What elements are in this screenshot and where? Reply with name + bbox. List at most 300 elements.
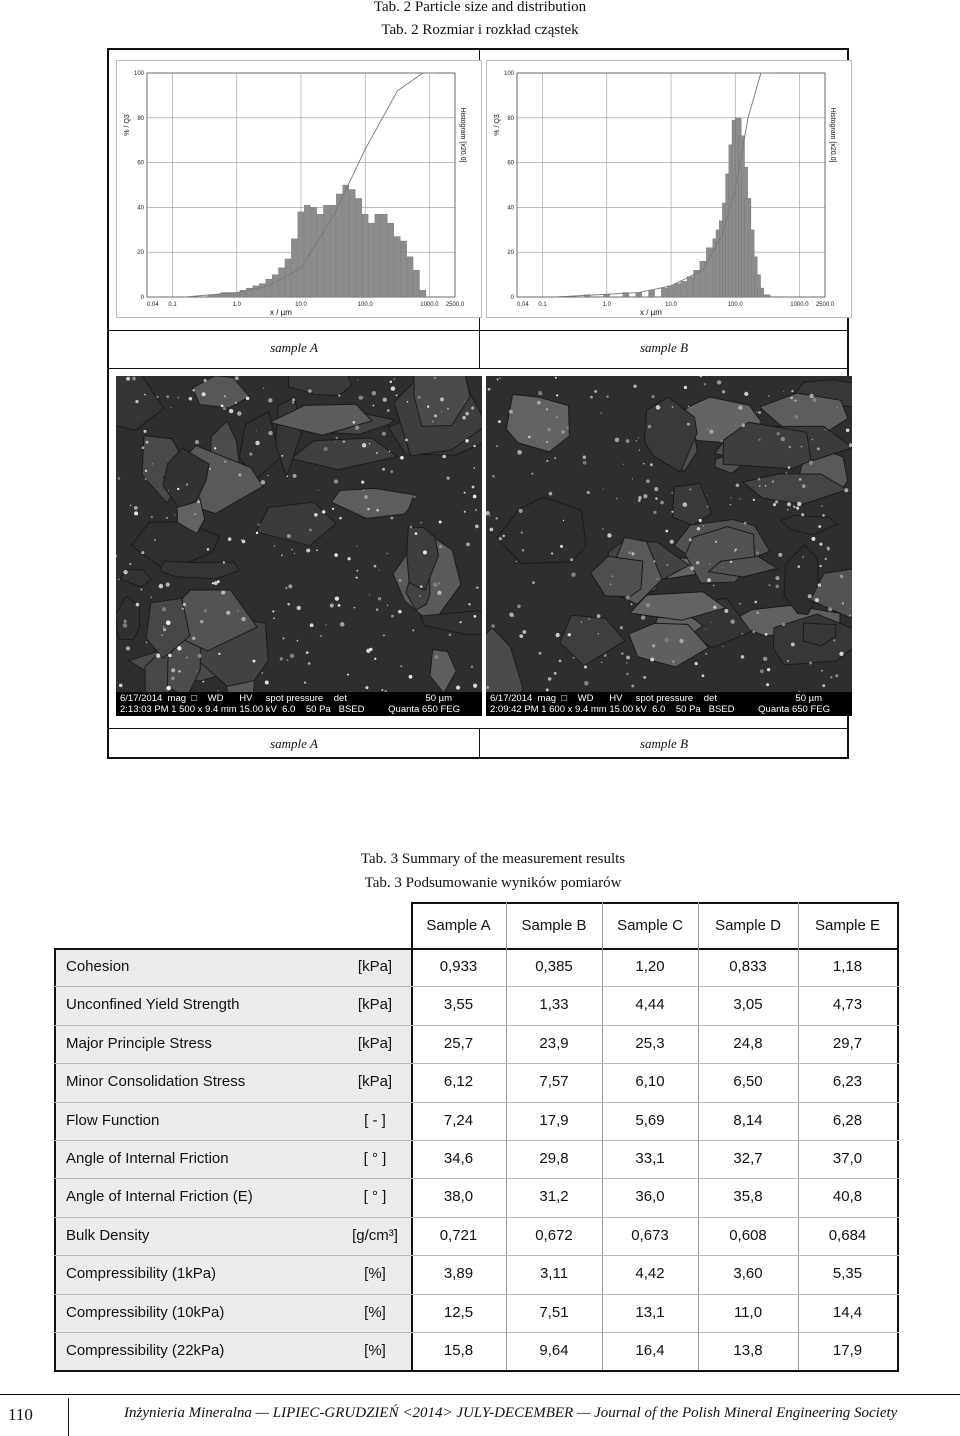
sem-speck [492,475,495,478]
sem-speck [374,565,377,568]
sem-speck [649,576,650,577]
sem-speck [594,390,597,393]
table-cell: 36,0 [635,1188,665,1206]
sem-speck [334,553,338,557]
sem-speck [151,516,153,518]
table-cell: 0,721 [439,1226,478,1244]
sem-speck [772,480,774,482]
sem-speck [214,581,218,585]
sem-speck [773,503,776,506]
sem-speck [687,423,690,426]
table-cell: 17,9 [832,1342,863,1359]
sem-speck [561,430,564,433]
sem-speck [475,509,477,511]
sem-speck [274,545,275,546]
sem-speck [568,633,571,636]
sem-speck [407,401,409,403]
sem-speck [606,395,608,397]
sem-speck [756,551,759,554]
sem-speck [799,478,802,481]
sem-speck [441,411,442,412]
sem-speck [603,489,604,490]
sem-speck [224,460,226,462]
table-cell: 14,4 [832,1303,863,1321]
sem-speck [500,377,501,378]
row-label: Unconfined Yield Strength [66,996,240,1014]
sem-speck [166,583,170,587]
sem-speck [137,417,138,418]
table-cell: 5,69 [635,1111,665,1129]
y-tick-label: 40 [507,205,514,212]
sem-speck [145,478,147,480]
sem-speck [849,615,851,617]
sem-speck [846,429,850,433]
sem-speck [168,490,169,491]
histogram-bar [356,198,362,297]
sem-speck [531,473,533,475]
sem-speck [353,421,355,423]
sem-speck [166,517,168,519]
table-cell: 29,7 [832,1034,863,1052]
tab2-divider [109,368,847,369]
row-label: Compressibility (10kPa) [66,1303,225,1321]
sem-speck [672,406,674,408]
histogram-bar [381,214,387,297]
sem-speck [652,644,655,647]
sem-speck [830,676,832,678]
table-cell: 3,89 [443,1265,474,1283]
sem-speck [160,606,161,607]
sem-speck [237,610,239,612]
sem-speck [362,443,366,447]
sem-speck [281,554,283,556]
histogram-bar [636,293,642,297]
sem-speck [609,583,611,585]
sem-speck [398,610,402,614]
sem-speck [600,412,602,414]
sem-speck [118,578,120,580]
sem-speck [287,534,291,538]
x-tick-label: 100.0 [357,302,373,308]
sem-speck [670,540,674,544]
sem-speck [332,508,334,510]
histogram-bar [259,284,265,297]
sem-speck [144,430,147,433]
table-cell: 40,8 [832,1188,863,1206]
sem-speck [285,587,287,589]
y-tick-label: 0 [510,295,514,301]
sem-speck [142,446,145,449]
row-unit: [kPa] [357,1073,393,1091]
sem-speck [641,615,645,619]
sem-speck [162,607,166,611]
histogram-bar [420,290,426,297]
sem-speck [646,603,650,607]
sem-speck [263,388,264,389]
sem-speck [765,633,768,636]
sem-speck [498,420,501,423]
sem-speck [152,463,154,465]
sem-speck [713,606,716,609]
sem-speck [570,558,573,561]
table-cell: 34,6 [443,1150,474,1167]
sem-speck [235,376,239,380]
sem-speck [369,594,371,596]
sem-speck [291,549,293,551]
sem-speck [268,398,272,402]
sem-speck [156,396,158,398]
sem-speck [229,409,233,413]
sem-speck [742,523,743,524]
sem-speck [717,380,721,384]
table-cell: 7,57 [539,1073,569,1091]
sem-speck [146,642,148,644]
sem-speck [118,477,121,480]
table-cell: 8,14 [733,1111,763,1129]
sem-speck [213,400,214,401]
sem-speck [815,598,819,602]
sem-speck [214,447,216,449]
sem-speck [818,583,821,586]
sem-speck [643,494,647,498]
sem-speck [355,425,360,430]
sem-speck [683,502,688,507]
histogram-bar [758,288,764,297]
x-axis-label: x / µm [640,308,662,317]
sem-speck [356,577,358,579]
sem-speck [768,584,770,586]
sem-speck [643,676,646,679]
sem-speck [702,674,705,677]
histogram-bar [272,275,278,297]
sem-speck [638,437,639,438]
sem-speck [237,411,242,416]
sem-speck [126,646,130,650]
sem-speck [389,451,390,452]
sem-speck [775,585,778,588]
sem-speck [671,492,673,494]
sem-speck [163,626,165,628]
sem-speck [421,522,422,523]
histogram-bar [687,277,693,297]
sem-speck [607,533,611,537]
histogram-bar [279,268,285,297]
sem-speck [775,500,778,503]
sem-speck [170,407,171,408]
row-label: Flow Function [66,1111,160,1129]
table-cell: 6,10 [635,1073,665,1091]
sem-speck [768,395,770,397]
sem-speck [476,587,478,589]
histogram-bar [368,223,374,297]
sem-speck [464,492,466,494]
x-tick-label: 0.1 [168,302,177,308]
sem-speck [837,407,839,409]
sem-speck [293,474,297,478]
row-label: Minor Consolidation Stress [66,1073,246,1091]
sem-image-a [116,376,482,716]
sem-speck [778,553,782,557]
sem-speck [186,657,187,658]
sem-speck [177,397,179,399]
sem-speck [509,613,513,617]
sem-speck [447,408,449,410]
sem-speck [473,615,476,618]
sem-speck [382,432,386,436]
sem-speck [744,392,748,396]
sem-info-row1: 6/17/2014 mag □ WD HV spot pressure det [490,693,717,704]
sem-speck [758,478,761,481]
sem-speck [156,654,160,658]
sem-speck [197,654,201,658]
sem-speck [136,603,140,607]
sem-speck [464,401,465,402]
sem-speck [405,438,408,441]
sem-speck [688,406,690,408]
sem-speck [354,607,356,609]
histogram-bar [661,288,667,297]
footer-journal [124,1405,897,1422]
sem-speck [689,538,692,541]
table-cell: 3,05 [733,996,763,1014]
sem-speck [123,570,127,574]
sem-speck [338,604,341,607]
sem-speck [653,511,656,514]
sem-speck [528,436,530,438]
sem-speck [369,648,372,651]
table-cell: 16,4 [635,1342,665,1359]
sem-speck [796,507,799,510]
sem-speck [309,529,312,532]
histogram-bar [253,286,259,297]
sem-speck [604,654,607,657]
histogram-bar [214,295,220,297]
sem-speck [665,530,668,533]
sem-speck [439,545,443,549]
sem-speck [822,684,825,687]
histogram-bar [285,259,291,297]
sem-speck [546,408,548,410]
sem-speck [287,659,289,661]
sem-scale-label: 50 µm [425,693,452,704]
sem-speck [200,620,203,623]
sem-speck [273,617,275,619]
sem-speck [141,551,144,554]
sem-speck [322,510,325,513]
row-divider [54,1217,899,1218]
histogram-bar [330,205,336,297]
page-number: 110 [8,1405,33,1424]
row-unit: [%] [364,1265,386,1283]
sem-speck [842,602,844,604]
sem-speck [166,686,171,691]
sem-speck [793,506,796,509]
histogram-bar [234,293,240,297]
sem-speck [626,656,630,660]
sem-speck [707,578,711,582]
sem-speck [775,576,779,580]
x-tick-label: 0.04 [517,302,529,308]
sem-speck [242,540,246,544]
sem-speck [192,637,195,640]
sem-speck [786,472,787,473]
sem-speck [202,681,204,683]
sem-speck [590,396,593,399]
sem-speck [314,513,318,517]
sem-speck [378,597,381,600]
sem-speck [519,634,523,638]
histogram-bar [674,284,680,297]
row-unit: [ ° ] [363,1150,387,1167]
sem-speck [456,686,460,690]
sem-speck [163,628,166,631]
sem-speck [418,396,421,399]
sem-speck [551,552,553,554]
sem-speck [820,565,822,567]
sem-speck [154,539,155,540]
y-tick-label: 60 [507,160,514,167]
sem-speck [256,532,258,534]
table-cell: 0,608 [729,1226,767,1244]
row-divider [54,1294,899,1295]
sem-speck [365,686,368,689]
sem-speck [598,633,599,634]
sem-speck [738,405,742,409]
sem-speck [503,535,505,537]
sem-speck [571,572,575,576]
sem-speck [522,549,525,552]
sem-speck [347,674,349,676]
sem-speck [379,570,380,571]
sem-speck [707,506,709,508]
sem-speck [304,682,306,684]
sem-speck [161,634,163,636]
sem-speck [471,406,474,409]
sem-speck [794,399,796,401]
psd-chart-a [116,60,482,318]
sem-speck [741,423,745,427]
sem-speck [496,445,498,447]
column-header: Sample C [617,917,683,934]
sem-speck [760,669,764,673]
sem-speck [197,501,200,504]
table-cell: 3,11 [539,1265,569,1283]
sem-texture-a [116,376,482,692]
histogram-bar [336,194,342,297]
sem-speck [316,393,317,394]
sem-speck [168,654,172,658]
sem-speck [709,563,711,565]
sem-speck [387,553,388,554]
table-cell: 15,8 [443,1342,474,1359]
sem-speck [584,681,588,685]
sem-speck [287,475,289,477]
sem-speck [135,400,138,403]
sem-speck [316,549,318,551]
sem-speck [736,484,740,488]
sem-info-row1: 6/17/2014 mag □ WD HV spot pressure det [120,693,347,704]
table-cell: 6,23 [832,1073,863,1091]
sem-speck [787,660,789,662]
sem-speck [336,437,338,439]
sem-speck [827,548,829,550]
sem-speck [626,439,630,443]
sem-speck [171,668,175,672]
sem-speck [459,621,461,623]
sem-speck [735,548,737,550]
sem-speck [809,394,813,398]
sem-speck [696,561,699,564]
sem-speck [265,680,269,684]
sem-speck [813,398,817,402]
y-tick-label: 60 [137,160,144,167]
sem-speck [324,447,328,451]
y-tick-label: 20 [507,250,514,257]
sem-speck [473,684,477,688]
sem-speck [724,609,728,613]
sem-speck [119,684,122,687]
table-cell: 33,1 [635,1150,665,1167]
sem-caption-a: sample A [270,736,318,751]
column-header: Sample D [715,917,781,934]
histogram-bar [394,237,400,297]
sem-speck [556,416,557,417]
row-unit: [kPa] [357,996,393,1014]
sem-speck [423,550,427,554]
sem-speck [790,397,793,400]
y-tick-label: 40 [137,205,144,212]
sem-speck [218,653,220,655]
sem-speck [361,480,364,483]
sem-speck [167,459,168,460]
sem-speck [833,639,835,641]
sem-speck [555,377,557,379]
sem-speck [667,564,669,566]
sem-speck [722,567,723,568]
sem-speck [626,673,629,676]
table-cell: 0,684 [828,1226,867,1244]
sem-speck [297,606,301,610]
tab2-divider [109,728,847,729]
row-label: Angle of Internal Friction [66,1150,229,1167]
sem-speck [256,430,257,431]
footer-divider [68,1398,69,1436]
sem-speck [701,523,702,524]
sem-speck [744,522,747,525]
sem-speck [391,615,394,618]
sem-speck [192,389,194,391]
sem-speck [292,398,295,401]
sem-speck [427,405,429,407]
sem-speck [709,429,713,433]
sem-speck [472,486,475,489]
sem-speck [383,398,387,402]
sem-speck [516,561,517,562]
sem-speck [241,617,245,621]
sem-instrument: Quanta 650 FEG [388,704,460,715]
sem-speck [754,601,757,604]
table-cell: 35,8 [733,1188,763,1206]
sem-speck [821,670,823,672]
sem-speck [134,511,138,515]
histogram-bar [407,257,413,297]
sem-speck [689,489,691,491]
sem-speck [632,478,633,479]
table-cell: 3,55 [443,996,474,1014]
sem-speck [258,524,260,526]
sem-speck [522,630,526,634]
sem-speck [359,396,363,400]
